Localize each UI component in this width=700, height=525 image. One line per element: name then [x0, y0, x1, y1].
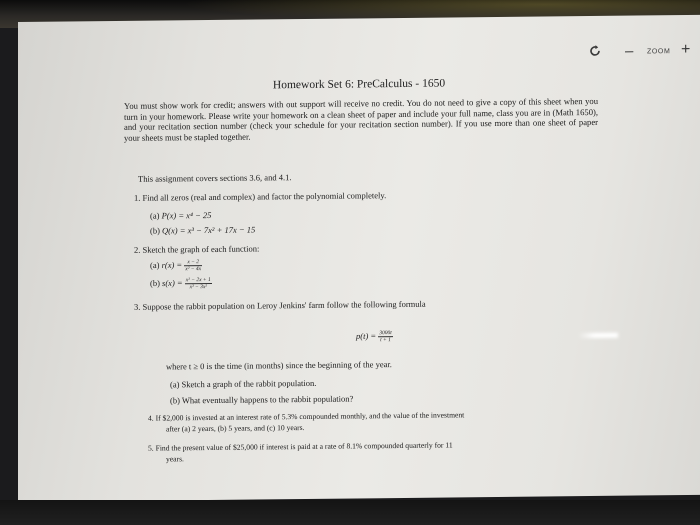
question-2a-label: (a) [150, 259, 160, 271]
rabbit-formula-denominator: t + 1 [380, 337, 391, 344]
rabbit-formula-numerator: 3000t [379, 330, 392, 337]
question-3a: (a) Sketch a graph of the rabbit population. [170, 377, 317, 390]
rabbit-formula-fraction [378, 330, 393, 343]
question-1b-label: (b) [150, 225, 160, 236]
coverage-text: This assignment covers sections 3.6, and 4.1. [138, 172, 292, 184]
document-viewer [18, 15, 700, 502]
question-5-line-2: years. [166, 454, 184, 464]
screen-bezel-bottom [0, 500, 700, 525]
instructions-paragraph: You must show work for credit; answers with out support will receive no credit. You do not need to give a copy of this sheet when you turn in your homework. Please write your homework on a clean sheet of paper and include your full name, class you are in (Math 1650), and your recitation section number (check your schedule for your recitation section number). If you use more than one sheet of paper your sheets must be stapled together. [124, 95, 598, 143]
question-2b-lhs: s(x) = [162, 277, 183, 288]
zoom-out-button[interactable]: – [625, 42, 634, 60]
question-5-line-1: 5. Find the present value of $25,000 if interest is paid at a rate of 8.1% compounded quarterly for 11 [148, 440, 453, 453]
question-2: 2. Sketch the graph of each function: [134, 243, 260, 255]
question-2b-denominator: x³ − 3x² [189, 284, 207, 291]
question-3: 3. Suppose the rabbit population on Leroy Jenkins' farm follow the following formula [134, 298, 426, 312]
question-1a-expr: P(x) = x⁴ − 25 [161, 209, 212, 221]
question-2a-fraction [184, 259, 202, 272]
question-1a [150, 210, 211, 221]
question-2b-label: (b) [150, 277, 160, 289]
screen-glare-highlight [578, 333, 618, 338]
assignment-body [134, 169, 598, 464]
question-2a-denominator: x² − 4x [185, 266, 202, 273]
question-2b-numerator: x² − 2x + 1 [185, 276, 211, 284]
question-1: 1. Find all zeros (real and complex) and factor the polynomial completely. [134, 190, 387, 203]
question-2b-fraction [185, 277, 212, 290]
question-2b [150, 277, 212, 291]
rabbit-formula-lhs: p(t) = [356, 330, 377, 341]
question-2a-numerator: x − 2 [184, 259, 202, 266]
question-1b [150, 225, 255, 236]
rabbit-formula [356, 330, 393, 343]
question-3-where: where t ≥ 0 is the time (in months) since the beginning of the year. [166, 359, 392, 372]
question-2a-lhs: r(x) = [161, 259, 183, 270]
page-title: Homework Set 6: PreCalculus - 1650 [272, 77, 446, 92]
question-2a [150, 259, 202, 273]
question-1b-expr: Q(x) = x³ − 7x² + 17x − 15 [162, 224, 256, 236]
zoom-label: ZOOM [647, 48, 671, 56]
question-3b: (b) What eventually happens to the rabbit population? [170, 393, 354, 406]
question-1a-label: (a) [150, 210, 160, 221]
question-4-line-2: after (a) 2 years, (b) 5 years, and (c) 10 years. [166, 422, 305, 434]
zoom-in-button[interactable]: + [681, 40, 691, 59]
refresh-icon[interactable] [588, 44, 602, 58]
question-4-line-1: 4. If $2,000 is invested at an interest rate of 5.3% compounded monthly, and the value of the investment [148, 410, 465, 423]
